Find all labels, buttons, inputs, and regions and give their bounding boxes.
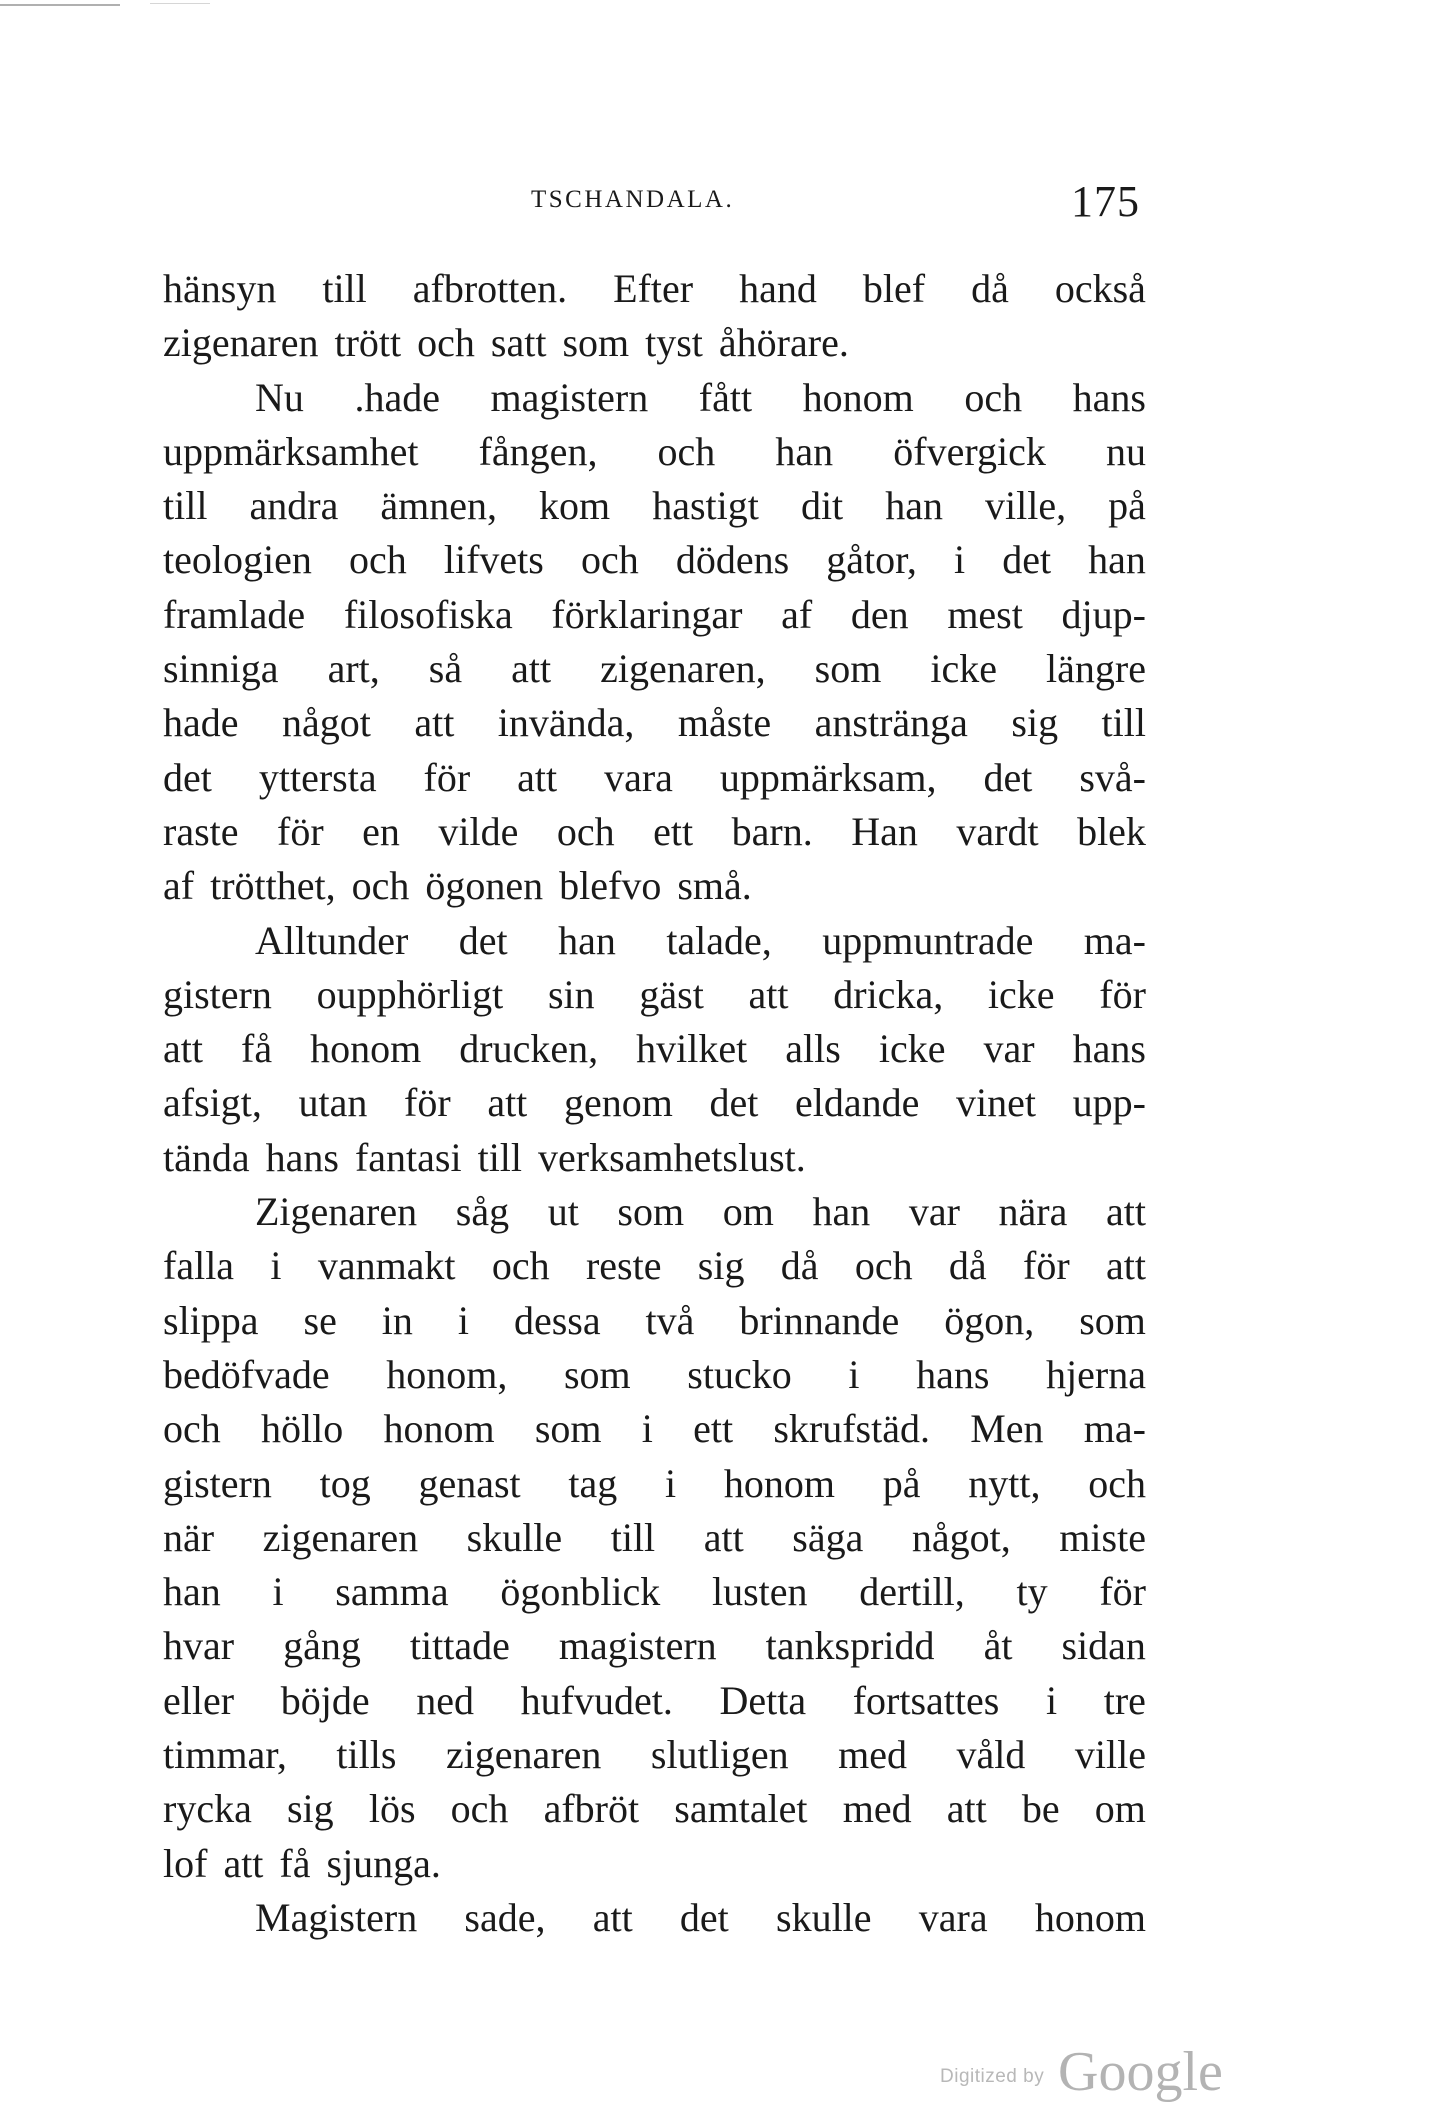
word: sjunga. (326, 1840, 441, 1886)
word: hand (739, 266, 817, 311)
word: förklaringar (551, 591, 743, 637)
word: för (423, 754, 471, 800)
text-line (163, 968, 1146, 1022)
word: i (665, 1460, 677, 1506)
word: lusten (712, 1569, 808, 1615)
word: zigenaren, (600, 646, 766, 692)
word: Han (851, 808, 918, 854)
word: att (414, 700, 455, 746)
word: lof (163, 1840, 208, 1886)
word: att (223, 1840, 264, 1886)
word: att (163, 1026, 203, 1072)
word: var (983, 1026, 1035, 1072)
word: djup- (1061, 591, 1146, 637)
word: våld (956, 1732, 1026, 1778)
word: att (703, 1514, 744, 1560)
text-line (163, 588, 1146, 642)
text-line (163, 1782, 1146, 1836)
word: hastigt (652, 483, 759, 529)
word: ögon, (944, 1297, 1035, 1343)
word: små. (677, 863, 752, 909)
word: i (270, 1243, 282, 1289)
word: in (381, 1297, 413, 1343)
word: i (953, 537, 966, 583)
word: att (487, 1080, 528, 1126)
text-line (163, 425, 1146, 479)
word: att (511, 646, 552, 692)
word: för (1099, 971, 1146, 1017)
word: böjde (280, 1677, 370, 1723)
word: invända, (497, 700, 635, 746)
word: honom (802, 374, 914, 420)
word: två (645, 1297, 695, 1343)
word: icke (930, 646, 997, 692)
word: talade, (666, 917, 772, 963)
text-line (163, 1348, 1146, 1402)
word: tankspridd (765, 1623, 935, 1669)
word: att (517, 754, 558, 800)
word: Alltunder (255, 917, 409, 963)
word: gäst (639, 971, 704, 1017)
word: magistern (490, 374, 649, 420)
text-line (163, 1619, 1146, 1673)
text-line (163, 1511, 1146, 1565)
word: längre (1046, 646, 1146, 692)
word: sig (1011, 700, 1059, 746)
word: tog (319, 1460, 371, 1506)
word: filosofiska (343, 591, 513, 637)
word: slutligen (650, 1732, 789, 1778)
word: nytt, (968, 1460, 1041, 1506)
word: samma (335, 1569, 449, 1615)
word: i (848, 1351, 860, 1397)
word: ögonen (425, 863, 544, 909)
word: alls (785, 1026, 841, 1072)
word: Men (970, 1406, 1044, 1452)
word: blefvo (559, 863, 662, 909)
word: och (580, 537, 639, 583)
word: och (351, 863, 410, 909)
word: dricka, (833, 971, 944, 1017)
word: fortsattes (852, 1677, 1000, 1723)
word: att (1105, 1243, 1146, 1289)
word: det (983, 754, 1033, 800)
word: uppmärksam, (719, 754, 937, 800)
word: trött (334, 320, 402, 366)
word: Detta (719, 1677, 807, 1723)
word: hade (163, 700, 239, 746)
word: sidan (1061, 1623, 1146, 1669)
text-line (163, 1674, 1146, 1728)
word: mest (947, 591, 1023, 637)
word: uppmuntrade (822, 917, 1034, 963)
scan-edge-mark (0, 4, 120, 6)
word: på (882, 1460, 921, 1506)
word: det (1002, 537, 1052, 583)
word: oupphörligt (316, 971, 504, 1017)
word: nu (1105, 428, 1146, 474)
text-line (163, 1457, 1146, 1511)
running-head-title: TSCHANDALA. (531, 186, 735, 213)
word: att (748, 971, 789, 1017)
word: något, (911, 1514, 1011, 1560)
word: yttersta (258, 754, 377, 800)
word: hans (1072, 374, 1146, 420)
text-line (163, 316, 1146, 370)
word: uppmärksamhet (163, 428, 419, 474)
word: säga (792, 1514, 864, 1560)
word: magistern (558, 1623, 717, 1669)
word: till (610, 1514, 656, 1560)
word: så (428, 646, 463, 692)
word: ögonblick (500, 1569, 661, 1615)
word: sade, (464, 1894, 546, 1940)
text-line (163, 859, 1146, 913)
word: Efter (613, 266, 694, 311)
watermark-prefix: Digitized by (940, 2066, 1045, 2087)
word: ned (416, 1677, 474, 1723)
word: sig (697, 1243, 745, 1289)
word: .hade (354, 374, 440, 420)
word: ut (547, 1189, 579, 1235)
body-text (163, 262, 1146, 1945)
word: teologien (163, 537, 312, 583)
word: var (908, 1189, 960, 1235)
word: drucken, (459, 1026, 599, 1072)
word: ma- (1083, 917, 1146, 963)
word: miste (1059, 1514, 1146, 1560)
word: upp- (1072, 1080, 1146, 1126)
word: zigenaren (262, 1514, 419, 1560)
word: dertill, (859, 1569, 965, 1615)
word: hans (1072, 1026, 1146, 1072)
word: fången, (478, 428, 598, 474)
word: till (477, 1134, 523, 1180)
word: blek (1077, 808, 1146, 854)
word: hvar (163, 1623, 235, 1669)
word: och (348, 537, 407, 583)
word: dessa (513, 1297, 601, 1343)
word: tre (1103, 1677, 1146, 1723)
word: att (592, 1894, 633, 1940)
word: verksamhetslust. (538, 1134, 806, 1180)
word: i (272, 1569, 284, 1615)
word: tittade (409, 1623, 510, 1669)
word: ett (653, 808, 694, 854)
word: afbröt (543, 1786, 640, 1832)
word: genom (563, 1080, 673, 1126)
word: sig (286, 1786, 334, 1832)
word: ett (693, 1406, 734, 1452)
word: till (322, 266, 367, 311)
word: afsigt, (163, 1080, 262, 1126)
word: hans (916, 1351, 990, 1397)
word: bedöfvade (163, 1351, 330, 1397)
word: ty (1016, 1569, 1048, 1615)
word: som (534, 1406, 602, 1452)
word: såg (455, 1189, 510, 1235)
word: som (617, 1189, 685, 1235)
word: dödens (675, 537, 790, 583)
word: anstränga (814, 700, 968, 746)
word: be (1021, 1786, 1060, 1832)
word: på (1108, 483, 1146, 529)
word: hvilket (636, 1026, 748, 1072)
word: för (277, 808, 324, 854)
word: vardt (956, 808, 1039, 854)
scan-edge-mark-faint (150, 3, 210, 4)
word: fantasi (354, 1134, 462, 1180)
text-line (163, 262, 1146, 316)
word: och (1088, 1460, 1146, 1506)
word: med (842, 1786, 912, 1832)
text-line (163, 479, 1146, 533)
word: satt (490, 320, 547, 366)
text-line (163, 1131, 1146, 1185)
word: hans (265, 1134, 339, 1180)
word: dit (800, 483, 844, 529)
text-line (163, 1294, 1146, 1348)
word: då (948, 1243, 987, 1289)
word: zigenaren (445, 1732, 602, 1778)
word: som (562, 320, 630, 366)
word: eldande (794, 1080, 920, 1126)
word: falla (163, 1243, 235, 1289)
word: gåtor, (826, 537, 917, 583)
word: för (1023, 1243, 1070, 1289)
word: gistern (163, 1460, 272, 1506)
word: som (814, 646, 882, 692)
word: måste (677, 700, 772, 746)
word: framlade (163, 591, 306, 637)
word: gång (283, 1623, 361, 1669)
word: som (563, 1351, 631, 1397)
word: det (709, 1080, 759, 1126)
word: honom, (386, 1351, 508, 1397)
text-line (163, 1891, 1146, 1945)
word: det (679, 1894, 729, 1940)
word: svå- (1079, 754, 1146, 800)
word: något (281, 700, 371, 746)
word: raste (163, 808, 239, 854)
word: en (362, 808, 400, 854)
text-line (163, 696, 1146, 750)
word: nära (998, 1189, 1068, 1235)
word: lifvets (443, 537, 544, 583)
word: sin (547, 971, 595, 1017)
word: utan (298, 1080, 368, 1126)
text-line (163, 1076, 1146, 1130)
word: få (241, 1026, 273, 1072)
word: icke (987, 971, 1055, 1017)
word: Zigenaren (255, 1189, 418, 1235)
word: genast (418, 1460, 521, 1506)
word: slippa (163, 1297, 259, 1343)
word: och (491, 1243, 550, 1289)
text-line (163, 1565, 1146, 1619)
word: blef (862, 266, 926, 311)
word: till (1101, 700, 1146, 746)
word: när (163, 1514, 215, 1560)
word: hänsyn (163, 266, 277, 311)
running-head (163, 170, 1146, 230)
text-line (163, 1239, 1146, 1293)
word: lös (368, 1786, 416, 1832)
word: reste (585, 1243, 662, 1289)
google-logo: Google (1058, 2041, 1223, 2103)
word: tända (163, 1134, 250, 1180)
word: samtalet (674, 1786, 808, 1832)
word: ma- (1083, 1406, 1146, 1452)
word: hjerna (1046, 1351, 1146, 1397)
word: fått (698, 374, 753, 420)
word: vilde (438, 808, 519, 854)
text-line (163, 914, 1146, 968)
word: om (722, 1189, 774, 1235)
word: vara (604, 754, 673, 800)
word: och (450, 1786, 509, 1832)
word: eller (163, 1677, 235, 1723)
word: gistern (163, 971, 272, 1017)
word: skrufstäd. (773, 1406, 930, 1452)
text-line (163, 805, 1146, 859)
word: och (417, 320, 475, 366)
word: skulle (466, 1514, 563, 1560)
word: för (404, 1080, 451, 1126)
word: ämnen, (380, 483, 497, 529)
word: och (163, 1406, 221, 1452)
word: att (946, 1786, 987, 1832)
word: zigenaren (163, 320, 319, 366)
word: honom (310, 1026, 422, 1072)
word: och (657, 428, 716, 474)
page-number: 175 (1071, 177, 1140, 226)
word: han (775, 428, 834, 474)
word: ville, (985, 483, 1067, 529)
word: med (838, 1732, 908, 1778)
word: tag (568, 1460, 618, 1506)
word: hufvudet. (520, 1677, 673, 1723)
word: vinet (955, 1080, 1036, 1126)
word: Magistern (255, 1894, 418, 1940)
digitization-watermark (940, 2040, 1240, 2103)
word: i (641, 1406, 653, 1452)
word: då (780, 1243, 819, 1289)
word: timmar, (163, 1732, 287, 1778)
word: öfvergick (893, 428, 1046, 474)
word: ville (1074, 1732, 1146, 1778)
word: tills (336, 1732, 397, 1778)
text-line (163, 1022, 1146, 1076)
word: han (163, 1569, 221, 1615)
text-line (163, 1185, 1146, 1239)
word: se (303, 1297, 337, 1343)
word: som (1079, 1297, 1146, 1343)
word: och (854, 1243, 913, 1289)
text-line (163, 642, 1146, 696)
word: trötthet, (210, 863, 336, 909)
text-line (163, 751, 1146, 805)
word: då (971, 266, 1009, 311)
word: att (1105, 1189, 1146, 1235)
text-line (163, 1837, 1146, 1891)
word: sinniga (163, 646, 279, 692)
word: afbrotten. (412, 266, 568, 311)
word: tyst (645, 320, 703, 366)
word: också (1054, 266, 1146, 311)
word: åt (983, 1623, 1013, 1669)
word: han (558, 917, 616, 963)
text-line (163, 1728, 1146, 1782)
word: Nu (255, 374, 304, 420)
word: kom (539, 483, 611, 529)
word: han (885, 483, 943, 529)
word: af (781, 591, 813, 637)
word: få (279, 1840, 311, 1886)
word: vara (918, 1894, 988, 1940)
word: af (163, 863, 195, 909)
word: vanmakt (317, 1243, 456, 1289)
text-line (163, 371, 1146, 425)
text-line (163, 533, 1146, 587)
word: honom (1034, 1894, 1146, 1940)
word: icke (878, 1026, 946, 1072)
word: stucko (687, 1351, 792, 1397)
word: art, (327, 646, 380, 692)
word: honom (383, 1406, 495, 1452)
word: skulle (776, 1894, 872, 1940)
text-line (163, 1402, 1146, 1456)
word: om (1094, 1786, 1146, 1832)
word: i (457, 1297, 469, 1343)
word: till (163, 483, 208, 529)
word: åhörare. (718, 320, 849, 366)
word: barn. (731, 808, 813, 854)
word: det (458, 917, 508, 963)
word: han (1088, 537, 1146, 583)
word: i (1045, 1677, 1058, 1723)
word: andra (249, 483, 339, 529)
word: den (850, 591, 909, 637)
word: rycka (163, 1786, 252, 1832)
word: honom (723, 1460, 835, 1506)
word: höllo (261, 1406, 344, 1452)
word: han (812, 1189, 871, 1235)
word: och (556, 808, 615, 854)
word: det (163, 754, 212, 800)
word: brinnande (739, 1297, 900, 1343)
word: för (1099, 1569, 1146, 1615)
word: och (964, 374, 1023, 420)
